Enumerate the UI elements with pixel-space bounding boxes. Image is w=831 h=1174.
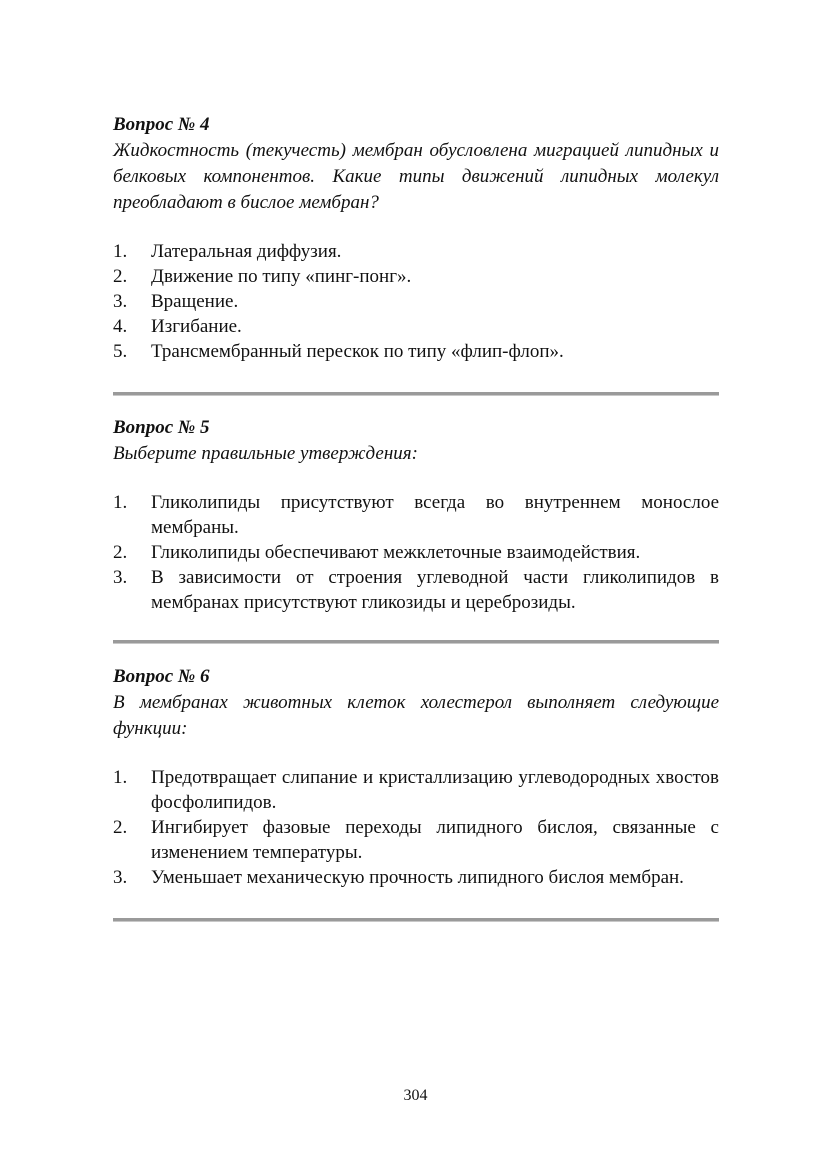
answer-text: Изгибание.	[151, 316, 242, 337]
answer-item	[113, 815, 719, 865]
answer-item	[113, 865, 719, 890]
question-title: Вопрос № 6	[113, 666, 210, 687]
answer-number: 4.	[113, 316, 128, 337]
answer-text: Гликолипиды обеспечивают межклеточные взаимодействия.	[151, 542, 641, 563]
answer-text: Гликолипиды присутствуют всегда во внутреннем монослое мембраны.	[151, 492, 719, 538]
question-title: Вопрос № 5	[113, 417, 210, 438]
answer-number: 3.	[113, 291, 128, 312]
question-title: Вопрос № 4	[113, 114, 210, 135]
answer-item	[113, 765, 719, 815]
answer-list	[113, 239, 719, 364]
section-divider	[113, 392, 719, 396]
question-text: В мембранах животных клеток холестерол выполняет следующие функции:	[113, 692, 719, 739]
question-5	[113, 415, 719, 615]
section-divider	[113, 918, 719, 922]
answer-number: 1.	[113, 492, 128, 513]
answer-item	[113, 239, 719, 264]
answer-text: Вращение.	[151, 291, 239, 312]
answer-number: 3.	[113, 567, 128, 588]
answer-text: В зависимости от строения углеводной части гликолипидов в мембранах присутствуют гликозиды и цереброзиды.	[151, 567, 719, 613]
answer-number: 3.	[113, 867, 128, 888]
page-content	[113, 112, 719, 922]
answer-text: Ингибирует фазовые переходы липидного бислоя, связанные с изменением температуры.	[151, 817, 719, 863]
answer-text: Уменьшает механическую прочность липидного бислоя мембран.	[151, 867, 684, 888]
answer-text: Латеральная диффузия.	[151, 241, 342, 262]
answer-item	[113, 314, 719, 339]
answer-number: 2.	[113, 266, 128, 287]
question-6	[113, 664, 719, 890]
page-number: 304	[403, 1087, 428, 1104]
question-text: Выберите правильные утверждения:	[113, 443, 418, 464]
answer-list	[113, 765, 719, 890]
answer-item	[113, 565, 719, 615]
answer-list	[113, 490, 719, 615]
answer-item	[113, 264, 719, 289]
section-divider	[113, 640, 719, 644]
answer-text: Трансмембранный перескок по типу «флип-флоп».	[151, 341, 564, 362]
answer-item	[113, 339, 719, 364]
answer-number: 2.	[113, 542, 128, 563]
answer-number: 2.	[113, 817, 128, 838]
question-4	[113, 112, 719, 364]
answer-item	[113, 490, 719, 540]
answer-number: 1.	[113, 241, 128, 262]
answer-text: Движение по типу «пинг-понг».	[151, 266, 412, 287]
answer-item	[113, 289, 719, 314]
question-text: Жидкостность (текучесть) мембран обусловлена миграцией липидных и белковых компонентов. Какие типы движений липидных молекул преобладают в бислое мембран?	[113, 140, 719, 213]
answer-number: 1.	[113, 767, 128, 788]
answer-number: 5.	[113, 341, 128, 362]
answer-text: Предотвращает слипание и кристаллизацию углеводородных хвостов фосфолипидов.	[151, 767, 719, 813]
answer-item	[113, 540, 719, 565]
